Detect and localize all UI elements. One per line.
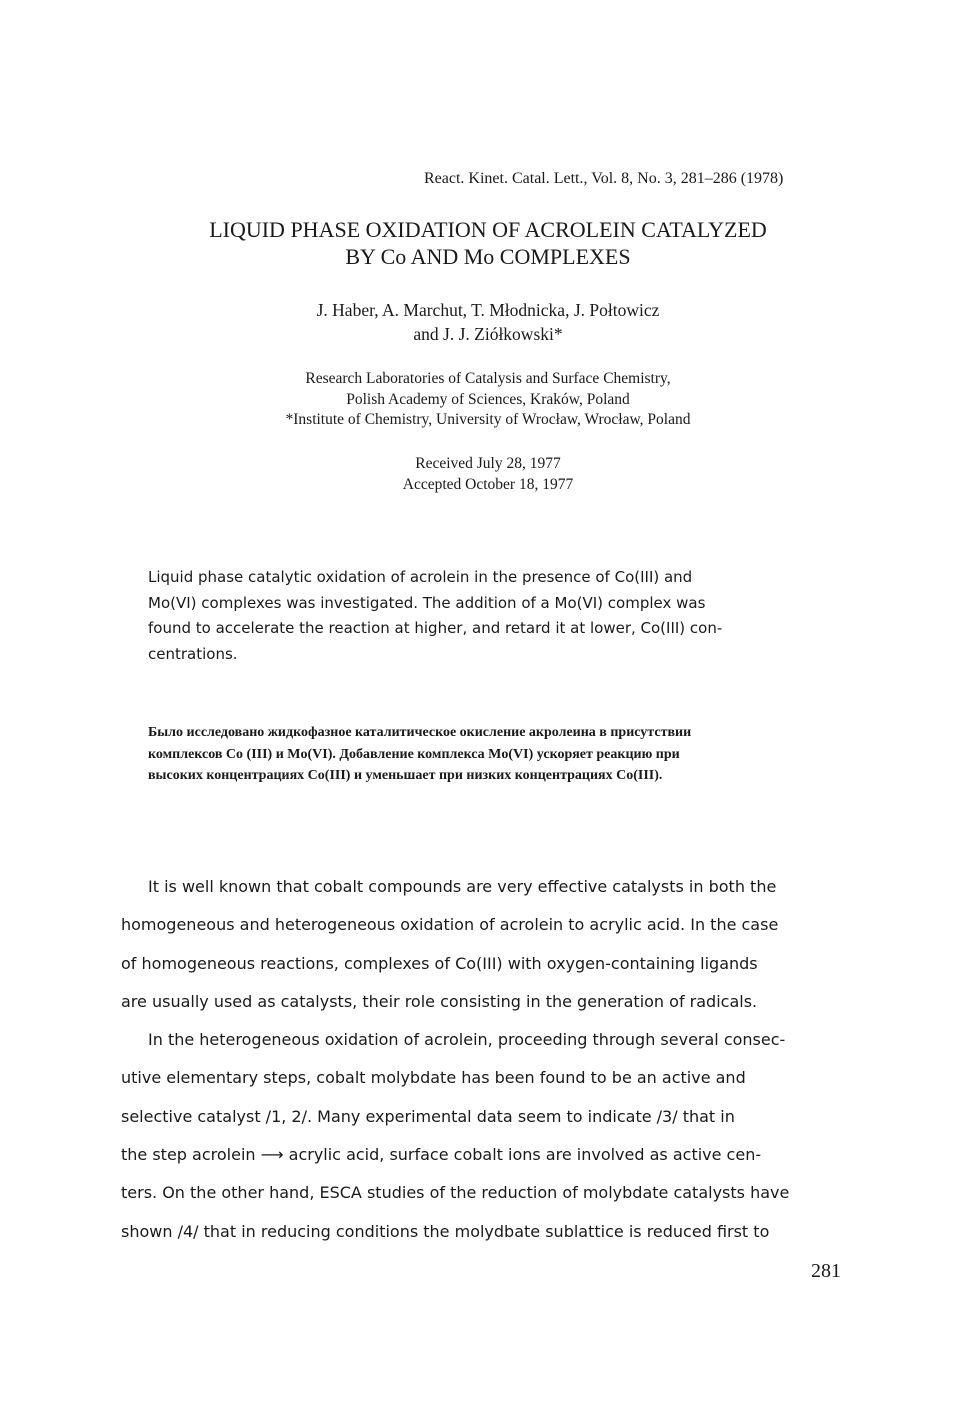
page-number: 281	[811, 1260, 841, 1282]
abstract-english	[148, 565, 722, 667]
affiliation-line-1: Research Laboratories of Catalysis and Surface Chemistry,	[305, 370, 671, 387]
author-list	[0, 298, 976, 346]
body-line: shown /4/ that in reducing conditions the molydbate sublattice is reduced first to	[121, 1221, 770, 1241]
abstract-en-line: Mo(VI) complexes was investigated. The addition of a Mo(VI) complex was	[148, 593, 706, 612]
body-line: utive elementary steps, cobalt molybdate has been found to be an active and	[121, 1068, 746, 1088]
journal-citation: React. Kinet. Catal. Lett., Vol. 8, No. 3, 281–286 (1978)	[424, 170, 784, 187]
title-line-2: BY Co AND Mo COMPLEXES	[345, 244, 631, 269]
affiliation-line-2: Polish Academy of Sciences, Kraków, Poland	[346, 390, 630, 408]
abstract-russian	[148, 722, 691, 787]
abstract-en-line: centrations.	[148, 644, 238, 663]
body-line: homogeneous and heterogeneous oxidation of acrolein to acrylic acid. In the case	[121, 915, 779, 935]
body-line: are usually used as catalysts, their role consisting in the generation of radicals.	[121, 991, 758, 1011]
submission-dates	[0, 453, 976, 495]
abstract-en-line: Liquid phase catalytic oxidation of acrolein in the presence of Co(III) and	[148, 568, 693, 586]
abstract-ru-line: высоких концентрациях Co(III) и уменьшает при низких концентрациях Co(III).	[148, 768, 663, 783]
affiliation-line-3: *Institute of Chemistry, University of Wrocław, Wrocław, Poland	[285, 411, 691, 428]
abstract-ru-line: комплексов Co (III) и Mo(VI). Добавление комплекса Mo(VI) ускоряет реакцию при	[148, 746, 680, 762]
authors-line-1: J. Haber, A. Marchut, T. Młodnicka, J. Połtowicz	[316, 300, 660, 320]
authors-line-2: and J. J. Ziółkowski*	[413, 324, 563, 344]
body-line: the step acrolein ⟶ acrylic acid, surface cobalt ions are involved as active cen-	[121, 1145, 762, 1165]
title-line-1: LIQUID PHASE OXIDATION OF ACROLEIN CATALYZED	[209, 217, 767, 242]
received-date: Received July 28, 1977	[415, 455, 561, 472]
paper-title	[0, 216, 976, 270]
body-line: It is well known that cobalt compounds are very effective catalysts in both the	[148, 877, 777, 896]
abstract-ru-line: Было исследовано жидкофазное каталитическое окисление акролеина в присутствии	[148, 725, 692, 740]
accepted-date: Accepted October 18, 1977	[402, 476, 574, 493]
abstract-en-line: found to accelerate the reaction at higher, and retard it at lower, Co(III) con-	[148, 619, 723, 637]
body-line: In the heterogeneous oxidation of acrolein, proceeding through several consec-	[148, 1030, 786, 1050]
body-line: selective catalyst /1, 2/. Many experimental data seem to indicate /3/ that in	[121, 1106, 735, 1126]
affiliations	[0, 369, 976, 431]
body-text	[0, 868, 790, 1251]
body-line: ters. On the other hand, ESCA studies of the reduction of molybdate catalysts have	[121, 1183, 790, 1203]
body-line: of homogeneous reactions, complexes of Co(III) with oxygen-containing ligands	[121, 953, 758, 973]
